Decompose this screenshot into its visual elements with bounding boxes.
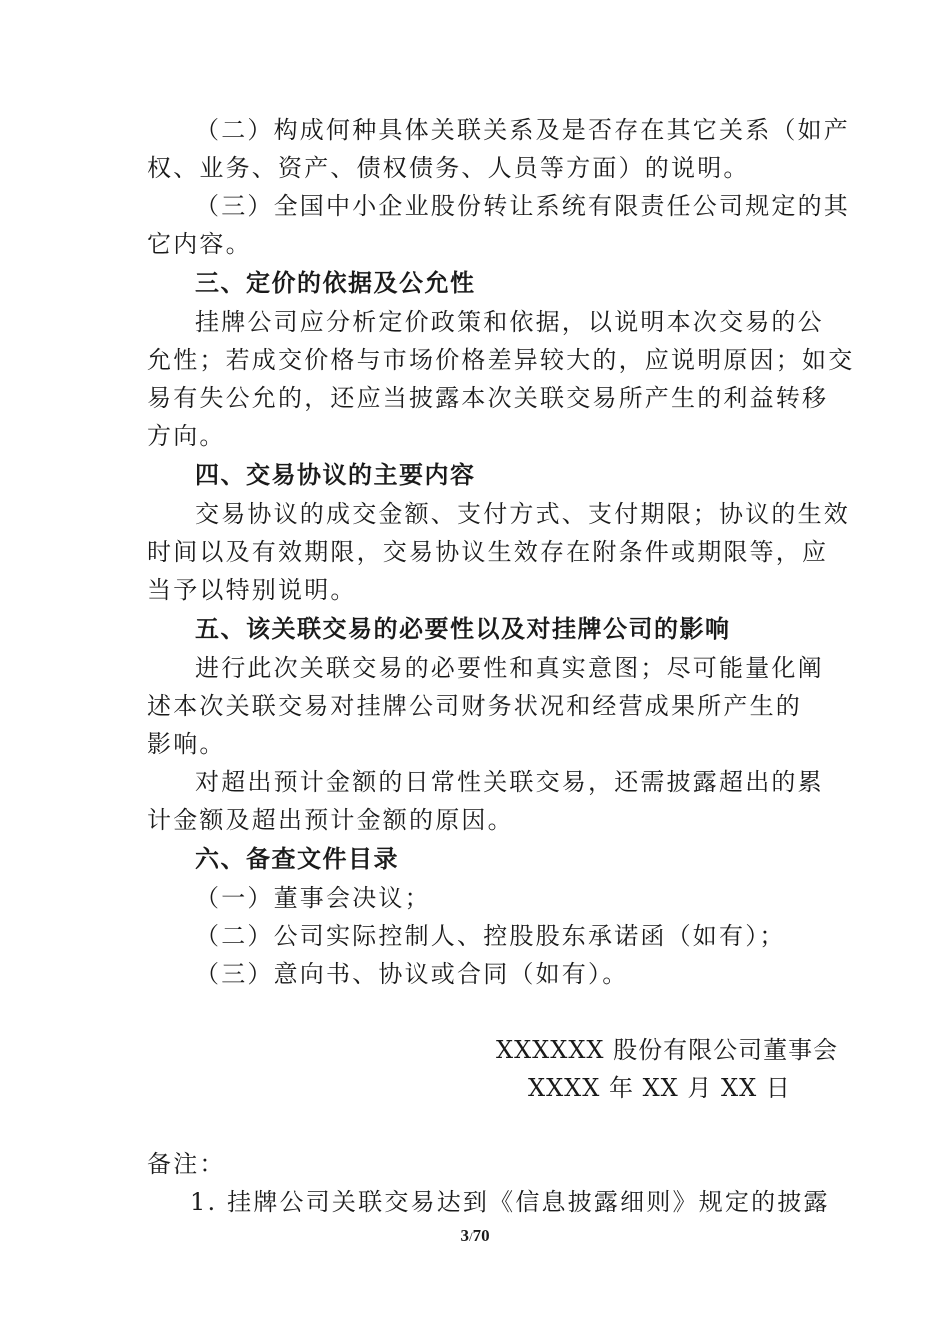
- section-heading: 四、交易协议的主要内容: [195, 461, 476, 489]
- section-heading: 六、备查文件目录: [195, 845, 399, 873]
- page-number-current: 3: [460, 1226, 469, 1245]
- paragraph-line: 允性；若成交价格与市场价格差异较大的，应说明原因；如交: [147, 346, 855, 374]
- paragraph-line: 交易协议的成交金额、支付方式、支付期限；协议的生效: [195, 500, 850, 528]
- paragraph-line: 当予以特别说明。: [147, 576, 357, 604]
- paragraph-line: 它内容。: [147, 230, 252, 258]
- notes-label: 备注：: [147, 1150, 226, 1178]
- paragraph-line: 时间以及有效期限，交易协议生效存在附条件或期限等，应: [147, 538, 829, 566]
- page-number-total: 70: [472, 1226, 490, 1245]
- paragraph-line: （三）全国中小企业股份转让系统有限责任公司规定的其: [195, 192, 850, 220]
- signature-company: XXXXXX 股份有限公司董事会: [496, 1036, 839, 1064]
- paragraph-line: （二）构成何种具体关联关系及是否存在其它关系（如产: [195, 116, 850, 144]
- section-heading: 五、该关联交易的必要性以及对挂牌公司的影响: [195, 615, 731, 643]
- list-item: （二）公司实际控制人、控股股东承诺函（如有）；: [195, 922, 786, 950]
- page-number-separator: /: [468, 1229, 473, 1244]
- paragraph-line: 述本次关联交易对挂牌公司财务状况和经营成果所产生的: [147, 692, 802, 720]
- paragraph-line: 挂牌公司应分析定价政策和依据，以说明本次交易的公: [195, 308, 824, 336]
- paragraph-line: 对超出预计金额的日常性关联交易，还需披露超出的累: [195, 768, 824, 796]
- paragraph-line: 易有失公允的，还应当披露本次关联交易所产生的利益转移: [147, 384, 829, 412]
- list-item: （一）董事会决议；: [195, 884, 431, 912]
- signature-date: XXXX 年 XX 月 XX 日: [528, 1074, 791, 1102]
- paragraph-line: 影响。: [147, 730, 226, 758]
- notes-item: 1. 挂牌公司关联交易达到《信息披露细则》规定的披露: [190, 1188, 830, 1216]
- page-number: [0, 1226, 950, 1246]
- paragraph-line: 进行此次关联交易的必要性和真实意图；尽可能量化阐: [195, 654, 824, 682]
- paragraph-line: 权、业务、资产、债权债务、人员等方面）的说明。: [147, 154, 750, 182]
- paragraph-line: 方向。: [147, 422, 226, 450]
- list-item: （三）意向书、协议或合同（如有）。: [195, 960, 629, 988]
- paragraph-line: 计金额及超出预计金额的原因。: [147, 806, 514, 834]
- section-heading: 三、定价的依据及公允性: [195, 269, 476, 297]
